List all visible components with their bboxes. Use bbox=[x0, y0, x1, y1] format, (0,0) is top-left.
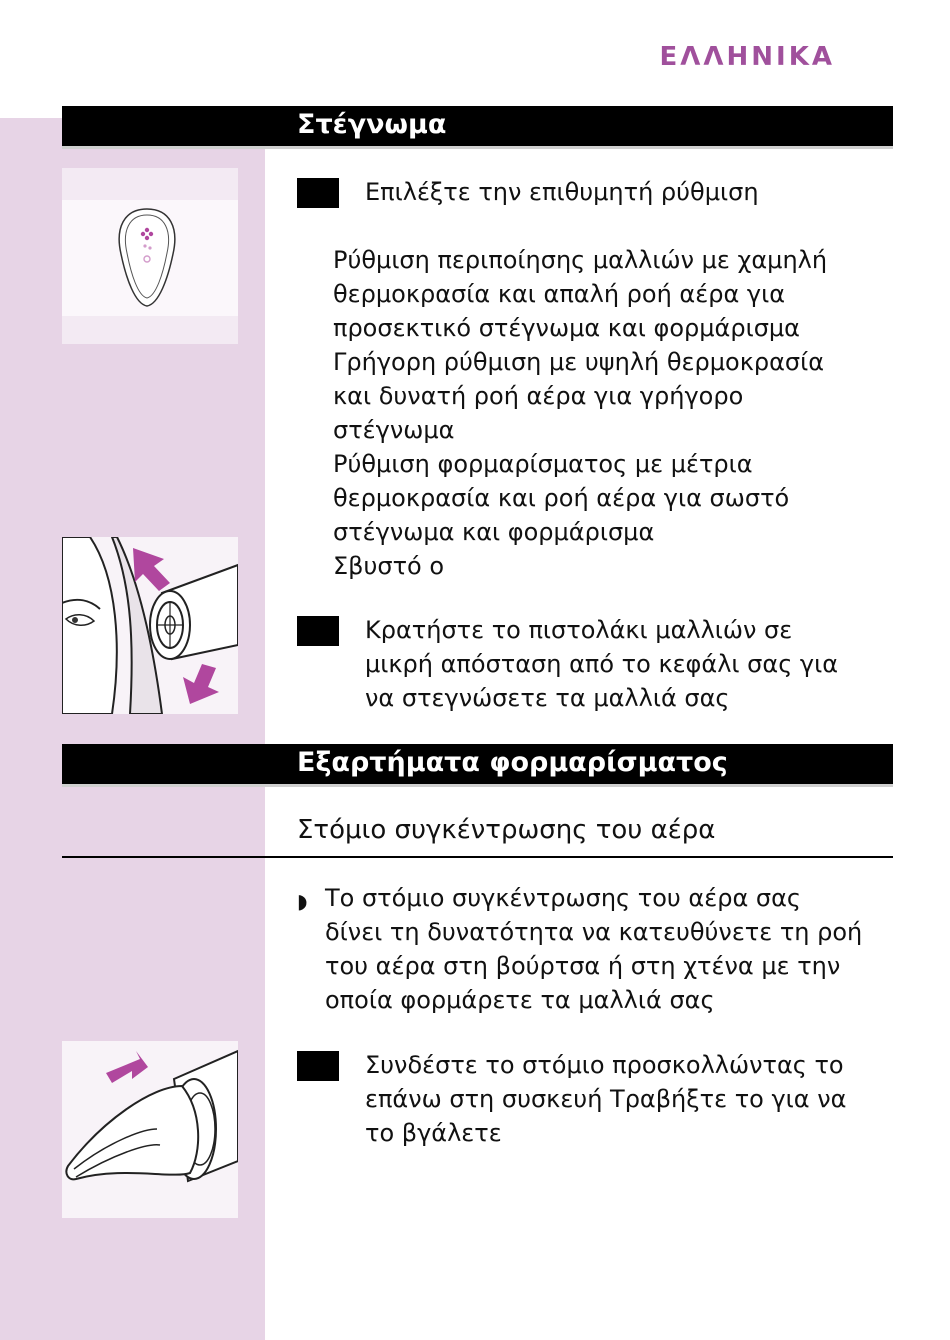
section-bar-shadow bbox=[62, 146, 893, 149]
step-line: Κρατήστε το πιστολάκι μαλλιών σε bbox=[365, 616, 793, 644]
section-title-drying: Στέγνωμα bbox=[297, 109, 447, 140]
settings-line: θερμοκρασία και απαλή ροή αέρα για bbox=[333, 280, 786, 308]
settings-line: στέγνωμα bbox=[333, 416, 455, 444]
settings-line: προσεκτικό στέγνωμα και φορμάρισμα bbox=[333, 314, 800, 342]
section-bar-shadow bbox=[62, 784, 893, 787]
description-line: δίνει τη δυνατότητα να κατευθύνετε τη ροή bbox=[325, 918, 863, 946]
subsection-rule bbox=[62, 856, 893, 858]
drying-head-illustration bbox=[62, 537, 238, 714]
settings-line: Γρήγορη ρύθμιση με υψηλή θερμοκρασία bbox=[333, 348, 825, 376]
description-line: Το στόμιο συγκέντρωσης του αέρα σας bbox=[325, 884, 802, 912]
step-line: Συνδέστε το στόμιο προσκολλώντας το bbox=[365, 1051, 844, 1079]
description-line: του αέρα στη βούρτσα ή στη χτένα με την bbox=[325, 952, 841, 980]
step-line: επάνω στη συσκευή Τραβήξτε το για να bbox=[365, 1085, 847, 1113]
settings-line: Ρύθμιση περιποίησης μαλλιών με χαμηλή bbox=[333, 246, 828, 274]
step-marker bbox=[297, 616, 339, 646]
subsection-title-concentrator: Στόμιο συγκέντρωσης του αέρα bbox=[297, 815, 716, 845]
settings-line: θερμοκρασία και ροή αέρα για σωστό bbox=[333, 484, 790, 512]
settings-line: Σβυστό ο bbox=[333, 552, 445, 580]
language-label: ΕΛΛΗΝΙΚΑ bbox=[659, 42, 835, 72]
settings-line: και δυνατή ροή αέρα για γρήγορο bbox=[333, 382, 744, 410]
description-line: οποία φορμάρετε τα μαλλιά σας bbox=[325, 986, 715, 1014]
settings-line: στέγνωμα και φορμάρισμα bbox=[333, 518, 655, 546]
step-line: το βγάλετε bbox=[365, 1119, 502, 1147]
section-bar-styling bbox=[62, 744, 893, 784]
step-line: μικρή απόσταση από το κεφάλι σας για bbox=[365, 650, 839, 678]
step-marker bbox=[297, 1051, 339, 1081]
step-line: να στεγνώσετε τα μαλλιά σας bbox=[365, 684, 730, 712]
control-panel-illustration bbox=[62, 168, 238, 344]
step-select-setting: Επιλέξτε την επιθυμητή ρύθμιση bbox=[365, 178, 759, 206]
bullet-icon: ◗ bbox=[297, 889, 308, 913]
settings-line: Ρύθμιση φορμαρίσματος με μέτρια bbox=[333, 450, 753, 478]
step-marker bbox=[297, 178, 339, 208]
section-bar-drying bbox=[62, 106, 893, 146]
nozzle-illustration bbox=[62, 1041, 238, 1218]
section-title-styling: Εξαρτήματα φορμαρίσματος bbox=[297, 747, 728, 778]
